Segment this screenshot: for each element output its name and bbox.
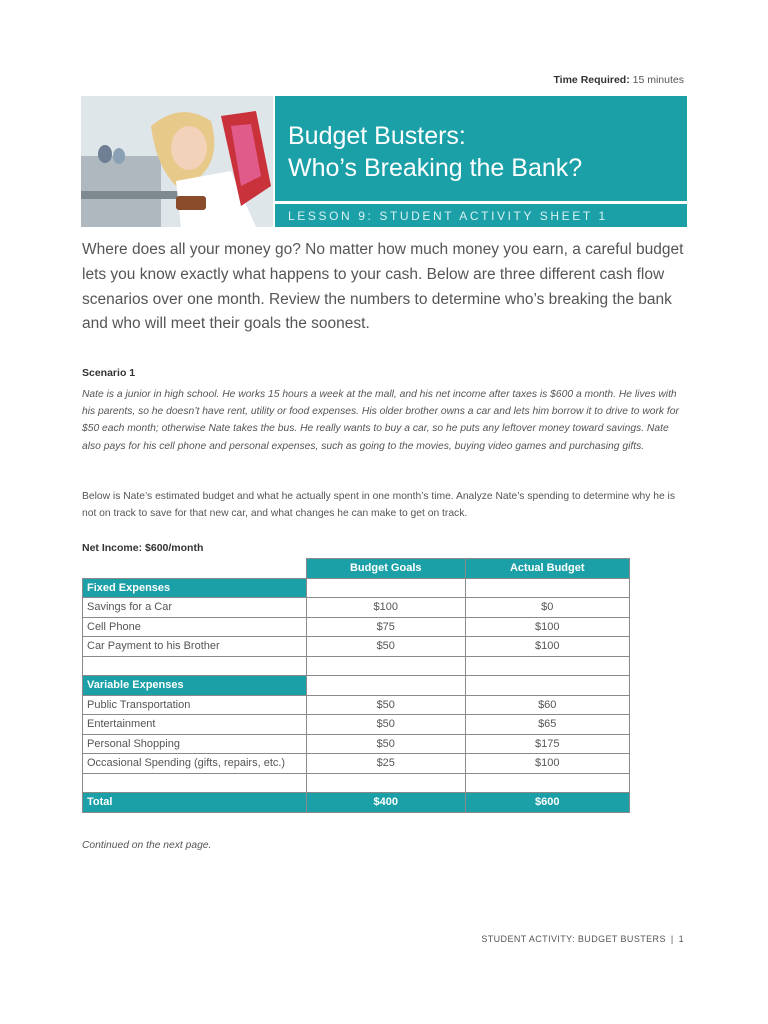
time-required-value: 15 minutes: [632, 74, 684, 86]
total-label: Total: [83, 793, 307, 813]
footer-text: STUDENT ACTIVITY: BUDGET BUSTERS: [481, 934, 666, 944]
variable-expenses-label: Variable Expenses: [83, 676, 307, 696]
scenario-body: Nate is a junior in high school. He works 15 hours a week at the mall, and his net income after taxes is $600 a month. He lives with his parents, so he doesn’t have rent, utility or food expenses. His older brother owns a car and lets him borrow it to drive to work for $50 each month; otherwise Nate takes the bus. He really wants to buy a car, so he puts any leftover money toward savings. Nate also pays for his cell phone and personal expenses, such as going to the movies, buying video games and purchasing gifts.: [82, 389, 679, 452]
section-row-variable: [83, 676, 630, 696]
table-header-row: [83, 559, 630, 579]
row-item: Cell Phone: [83, 617, 307, 637]
row-actual: $65: [465, 715, 630, 735]
row-item: Public Transportation: [83, 695, 307, 715]
page-title-line1: Budget Busters:: [288, 122, 466, 150]
blank-cell: [465, 578, 630, 598]
time-required: [553, 74, 684, 86]
page-title-line2: Who’s Breaking the Bank?: [288, 154, 583, 182]
blank-cell: [465, 656, 630, 676]
blank-cell: [307, 773, 466, 793]
fixed-expenses-label: Fixed Expenses: [83, 578, 307, 598]
table-row: [83, 598, 630, 618]
row-budget: $100: [307, 598, 466, 618]
intro-paragraph: Where does all your money go? No matter how much money you earn, a careful budget lets you know exactly what happens to your cash. Below are three different cash flow scenarios over one month. Review the numbers to determine who’s breaking the bank and who will meet their goals the soonest.: [82, 241, 684, 333]
page-number: 1: [678, 934, 684, 944]
row-item: Savings for a Car: [83, 598, 307, 618]
row-budget: $75: [307, 617, 466, 637]
blank-cell: [307, 656, 466, 676]
table-row: [83, 617, 630, 637]
col-actual-budget: Actual Budget: [465, 559, 630, 579]
net-income: Net Income: $600/month: [82, 542, 204, 554]
row-budget: $25: [307, 754, 466, 774]
blank-cell: [307, 578, 466, 598]
blank-cell: [307, 676, 466, 696]
header-blank-cell: [83, 559, 307, 579]
page-footer: [481, 934, 684, 944]
blank-cell: [83, 773, 307, 793]
row-budget: $50: [307, 715, 466, 735]
table-row: [83, 754, 630, 774]
budget-table: [82, 558, 630, 813]
row-item: Personal Shopping: [83, 734, 307, 754]
table-row: [83, 734, 630, 754]
page-title: [288, 120, 582, 184]
blank-cell: [83, 656, 307, 676]
row-item: Entertainment: [83, 715, 307, 735]
col-budget-goals: Budget Goals: [307, 559, 466, 579]
row-item: Occasional Spending (gifts, repairs, etc.): [83, 754, 307, 774]
shopping-photo: [81, 96, 273, 227]
row-budget: $50: [307, 637, 466, 657]
blank-cell: [465, 773, 630, 793]
row-actual: $60: [465, 695, 630, 715]
table-row: [83, 715, 630, 735]
title-banner: [275, 96, 687, 201]
shopping-photo-illustration: [81, 96, 273, 227]
table-row: [83, 637, 630, 657]
lesson-label: LESSON 9: STUDENT ACTIVITY SHEET 1: [288, 209, 608, 223]
row-item: Car Payment to his Brother: [83, 637, 307, 657]
row-budget: $50: [307, 734, 466, 754]
spacer-row: [83, 773, 630, 793]
table-row: [83, 695, 630, 715]
total-actual: $600: [465, 793, 630, 813]
time-required-label: Time Required:: [553, 74, 630, 86]
row-actual: $100: [465, 754, 630, 774]
total-budget: $400: [307, 793, 466, 813]
lesson-bar: [275, 204, 687, 227]
row-budget: $50: [307, 695, 466, 715]
row-actual: $175: [465, 734, 630, 754]
total-row: [83, 793, 630, 813]
budget-instructions: Below is Nate’s estimated budget and what he actually spent in one month’s time. Analyze Nate’s spending to determine why he is not on track to save for that new car, and what changes he can make to get on track.: [82, 491, 675, 520]
section-row-fixed: [83, 578, 630, 598]
row-actual: $100: [465, 617, 630, 637]
scenario-heading: Scenario 1: [82, 367, 136, 379]
continued-note: Continued on the next page.: [82, 840, 212, 851]
row-actual: $0: [465, 598, 630, 618]
spacer-row: [83, 656, 630, 676]
row-actual: $100: [465, 637, 630, 657]
footer-separator: |: [670, 934, 674, 944]
blank-cell: [465, 676, 630, 696]
